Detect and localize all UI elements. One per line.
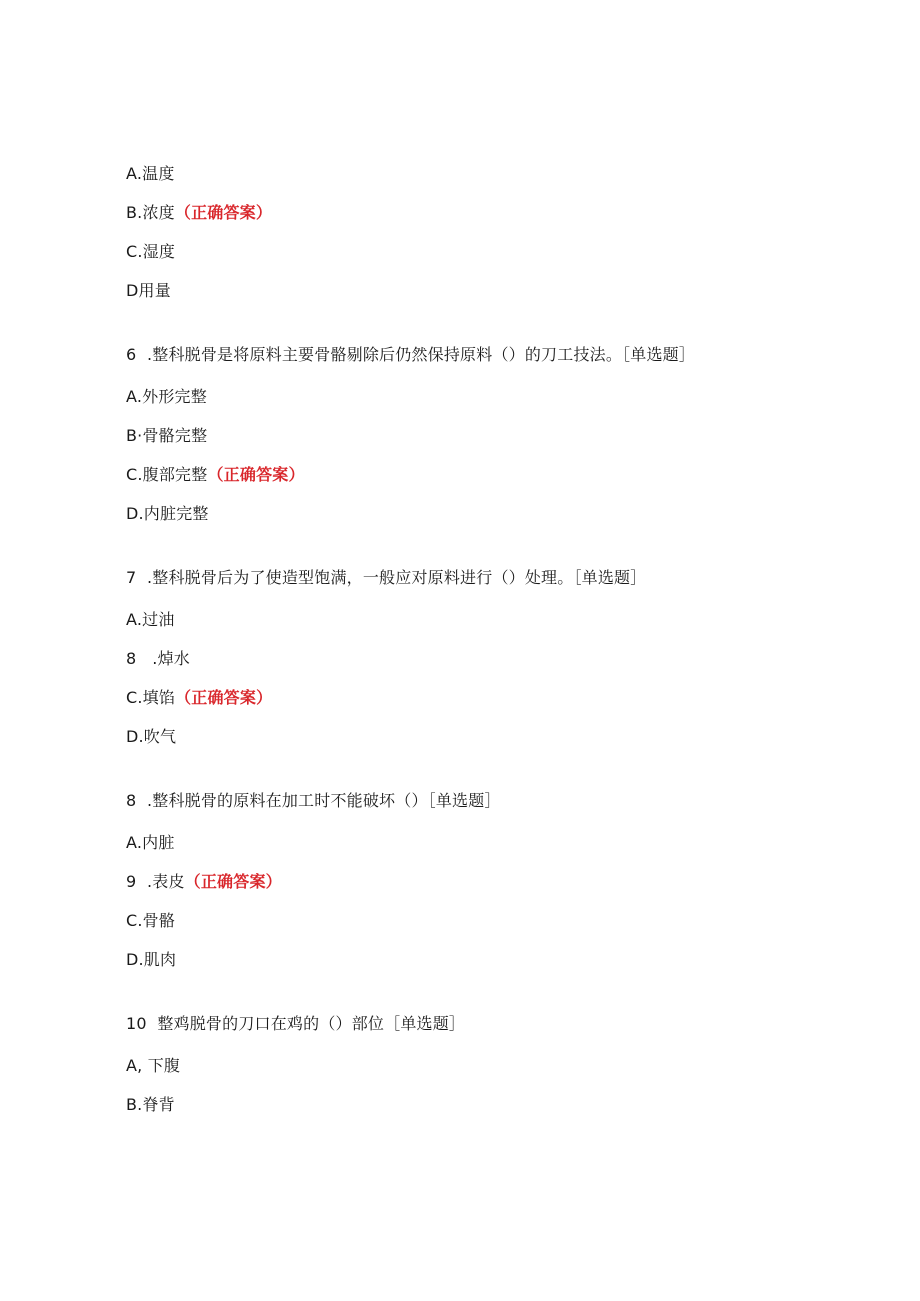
option-line: C.填馅（正确答案） <box>126 688 273 707</box>
option-line: D.内脏完整 <box>126 504 209 523</box>
question-line: 7 .整科脱骨后为了使造型饱满，一般应对原料进行（）处理。［单选题］ <box>126 568 647 587</box>
correct-answer-tag: （正确答案） <box>184 872 282 891</box>
option-line: C.湿度 <box>126 242 176 261</box>
option-line: A.外形完整 <box>126 387 207 406</box>
option-line: A.过油 <box>126 610 175 629</box>
correct-answer-tag: （正确答案） <box>175 688 273 707</box>
option-line: B.浓度（正确答案） <box>126 203 273 222</box>
question-line: 8 .整科脱骨的原料在加工时不能破坏（）［单选题］ <box>126 791 501 810</box>
option-line: D.吹气 <box>126 727 177 746</box>
option-line: 9 .表皮（正确答案） <box>126 872 282 891</box>
option-line: B·骨骼完整 <box>126 426 208 445</box>
question-line: 6 .整科脱骨是将原料主要骨骼剔除后仍然保持原料（）的刀工技法。［单选题］ <box>126 345 696 364</box>
option-line: D用量 <box>126 281 171 300</box>
option-line: D.肌肉 <box>126 950 177 969</box>
option-line: B.脊背 <box>126 1095 175 1114</box>
correct-answer-tag: （正确答案） <box>174 203 273 222</box>
option-line: A.内脏 <box>126 833 175 852</box>
option-line: C.骨骼 <box>126 911 176 930</box>
correct-answer-tag: （正确答案） <box>207 465 305 484</box>
option-line: C.腹部完整（正确答案） <box>126 465 305 484</box>
option-line: A.温度 <box>126 164 175 183</box>
option-line: A, 下腹 <box>126 1056 181 1075</box>
question-line: 10 整鸡脱骨的刀口在鸡的（）部位［单选题］ <box>126 1014 466 1033</box>
option-line: 8 .焯水 <box>126 649 190 668</box>
